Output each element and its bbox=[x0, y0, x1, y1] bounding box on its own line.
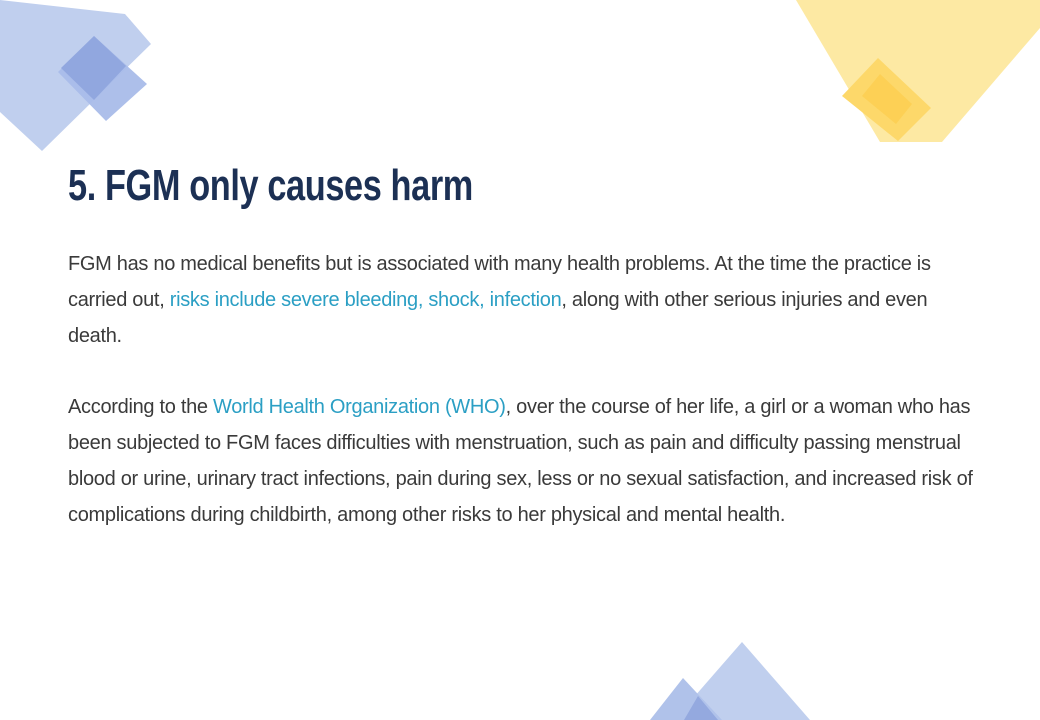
bottom-blue-triangle-overlap bbox=[684, 696, 718, 720]
section-heading: 5. FGM only causes harm bbox=[68, 161, 473, 210]
paragraph-text: According to the bbox=[68, 396, 213, 418]
risks-link[interactable]: risks include severe bleeding, shock, infection bbox=[169, 289, 562, 311]
bottom-blue-triangle-large bbox=[674, 642, 810, 720]
paragraph-text: , over the course of her life, a girl or a woman who has been subjected to FGM faces difficulties with menstruation, such as pain and difficulty passing menstrual blood or urine, urinary tract infections, pain during sex, less or no sexual satisfaction, and increased risk of complications during childbirth, among other risks to her physical and mental health. bbox=[68, 396, 973, 526]
who-link[interactable]: World Health Organization (WHO) bbox=[213, 396, 506, 418]
paragraph-text: , along with other serious injuries and even death. bbox=[68, 289, 928, 347]
paragraph-who-findings bbox=[68, 389, 978, 533]
top-left-blue-diamond bbox=[58, 36, 147, 121]
top-right-yellow-diamond bbox=[842, 58, 931, 141]
bottom-blue-triangle-small bbox=[650, 678, 722, 720]
paragraph-text: FGM has no medical benefits but is associated with many health problems. At the time the practice is carried out, bbox=[68, 253, 931, 311]
top-left-blue-shape bbox=[0, 0, 151, 151]
top-right-yellow-diamond-dark bbox=[862, 74, 912, 124]
top-right-yellow-shape bbox=[796, 0, 1040, 142]
top-left-blue-diamond-dark bbox=[61, 36, 126, 100]
paragraph-health-risks bbox=[68, 246, 978, 354]
